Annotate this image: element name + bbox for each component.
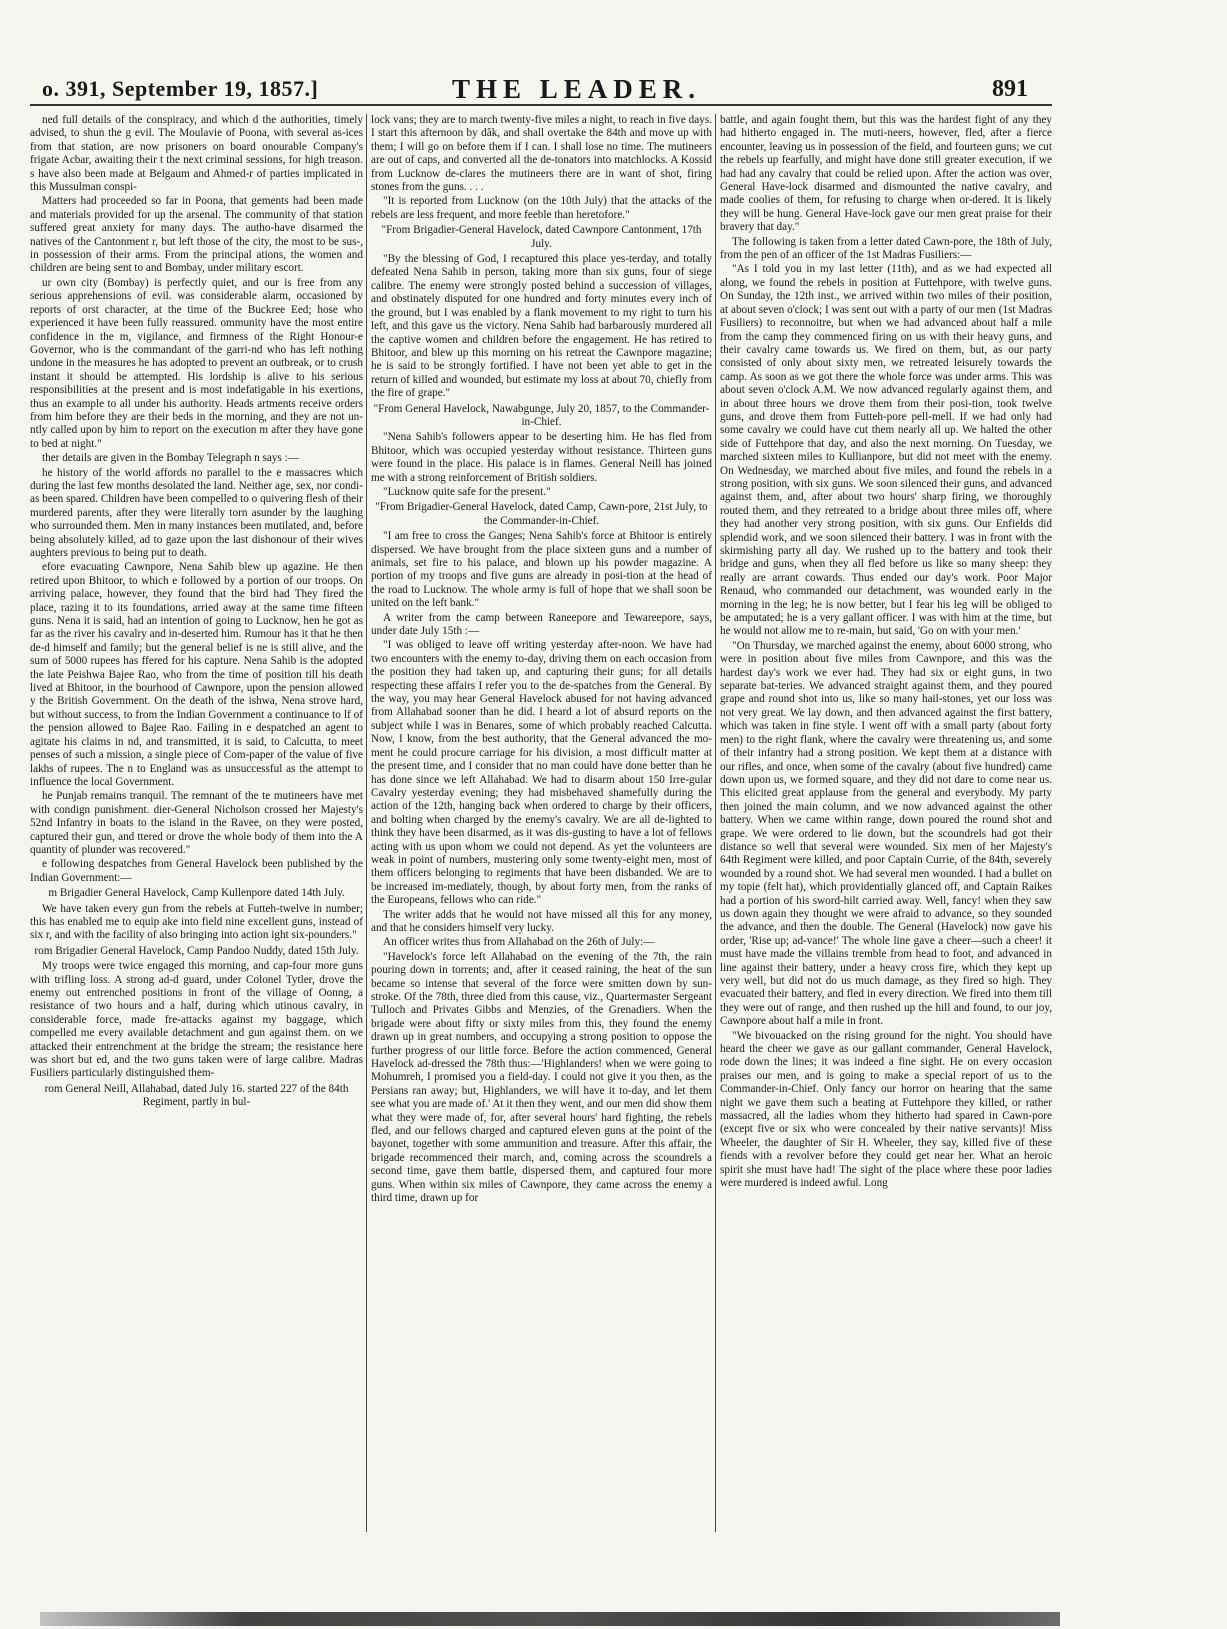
- paragraph: he Punjab remains tranquil. The remnant of the te mutineers have met with condign punishment. dier-General Nicholson crossed her Majesty's 52nd Infantry in boats to the island in the Ravee, on they were posted, captured their gun, and ttered or drove the whole body of them into the A quantity of plunder was recovered.": [30, 790, 363, 856]
- column-1: [30, 114, 363, 1534]
- paragraph: A writer from the camp between Raneepore and Tewareepore, says, under date July 15th :—: [371, 611, 712, 638]
- paragraph: e following despatches from General Havelock been published by the Indian Government:—: [30, 858, 363, 884]
- paragraph: "I was obliged to leave off writing yesterday after-noon. We have had two encounters with the enemy to-day, driving them on each occasion from the position they had taken up, and capturing their guns; for all details respecting these affairs I refer you to the de-spatches from the General. By the way, you may hear General Havelock abused for not having advanced from Allahabad sooner than he did. I heard a lot of absurd reports on the subject while I was in Benares, some of which probably reached Calcutta. Now, I know, from the best authority, that the General advanced the mo-ment he could procure carriage for his division, a most difficult matter at the present time, and I consider that no man could have done better than he has done since we left Allahabad. We had to disarm about 150 Irre-gular Cavalry yesterday evening; they had misbehaved shamefully during the action of the 12th, hanging back when ordered to charge by their officers, and bolting when charged by the enemy's cavalry. We are all de-lighted to think they have been disarmed, as it was dis-gusting to have a lot of fellows acting with us upon whom we could not depend. As yet the volunteers are weak in point of numbers, mustering only some twenty-eight men, most of them officers belonging to regiments that have been disbanded. We are to be increased im-mediately, though, by about forty men, from the ranks of the Europeans, fellows who can ride.": [371, 639, 712, 907]
- despatch-heading: "From General Havelock, Nawabgunge, July 20, 1857, to the Commander-in-Chief.: [373, 402, 710, 428]
- despatch-heading: rom General Neill, Allahabad, dated July 16. started 227 of the 84th Regiment, partly in bul-: [44, 1082, 349, 1109]
- despatch-heading: "From Brigadier-General Havelock, dated Cawnpore Cantonment, 17th July.: [381, 224, 702, 250]
- paragraph: ur own city (Bombay) is perfectly quiet, and our is free from any serious apprehensions of evil. was considerable alarm, occasioned by reports of orst character, at the time of the Buckree Eed; hose who experienced it have been fully reassured. ommunity have the most entire confidence in the m, vigilance, and firmness of the Right Honour-e Governor, who is the commandant of the garri-nd who has left nothing undone in the measures he has adopted to prevent an outbreak, or to crush instant it should be attempted. His lordship is alive to his serious responsibilities at the present and is most indefatigable in his exertions, thus an example to all under his authority. Heads artments receive orders from him before they are their beds in the morning, and they are not un-ntly called upon by him to report on the execution m after they have gone to bed at night.": [30, 276, 363, 450]
- despatch-heading: rom Brigadier General Havelock, Camp Pandoo Nuddy, dated 15th July.: [34, 944, 359, 957]
- paragraph: efore evacuating Cawnpore, Nena Sahib blew up agazine. He then retired upon Bhitoor, to which e followed by a portion of our troops. On arriving palace, however, they found that the bird had They fired the place, razing it to its foundations, arried away at the same time fifteen guns. Nena it is said, had an intention of going to Lucknow, hen he got as far as the river his cavalry and in-deserted him. Rumour has it that he then de-d himself and family; but the general belief is ne is still alive, and the sum of 5000 rupees has ffered for his capture. Nena Sahib is the adopted the late Peishwa Bajee Rao, who from the time of position till his death lived at Bhitoor, in the bourhood of Cawnpore, upon the pension allowed y the British Government. On the death of the ishwa, Nena strove hard, but without success, to from the Indian Government a continuance to lf of the pension allowed to Bajee Rao. Failing in e despatched an agent to agitate his claims in nd, and transmitted, it is said, to Calcutta, to meet penses of such a mission, a single piece of Com-paper of the value of five lakhs of rupees. The n to England was as unsuccessful as the attempt to influence the local Government.: [30, 561, 363, 788]
- column-divider: [715, 114, 716, 1532]
- paragraph: ned full details of the conspiracy, and which d the authorities, timely advised, to shun the g evil. The Moulavie of Poona, with several as-ices from that station, are now prisoners on board onourable Company's frigate Acbar, awaiting their t the next criminal sessions, for high treason. s have also been made at Belgaum and Ahmed-r of parties implicated in this Mussulman conspi-: [30, 114, 363, 194]
- despatch-heading: "From Brigadier-General Havelock, dated Camp, Cawn-pore, 21st July, to the Commander-in-Chief.: [375, 501, 708, 527]
- column-divider: [366, 114, 367, 1532]
- paragraph: Matters had proceeded so far in Poona, that gements had been made and materials provided for up the arsenal. The community of that station suffered great anxiety for many days. The autho-have disarmed the natives of the Cantonment r, but left those of the city, the most to be sus-, in possession of their arms. From the principal ations, the women and children are being sent to and Bombay, under military escort.: [30, 195, 363, 275]
- paragraph: lock vans; they are to march twenty-five miles a night, to reach in five days. I start this afternoon by dâk, and shall overtake the 84th and move up with them; I will go on before them if I can. I shall lose no time. The mutineers are out of caps, and converted all the de-tonators into matchlocks. A Kossid from Lucknow de-clares the mutineers there are in want of shot, firing stones from the guns. . . .: [371, 114, 712, 194]
- paragraph: ther details are given in the Bombay Telegraph n says :—: [42, 452, 299, 465]
- paragraph: "We bivouacked on the rising ground for the night. You should have heard the cheer we gave as our gallant commander, General Havelock, rode down the lines; it was indeed a fine sight. He on every occasion praises our men, and is going to make a special report of us to the Commander-in-Chief. Only fancy our horror on hearing that the same night we gave them such a beating at Futtehpore they killed, or rather massacred, all the ladies whom they hitherto had spared in Cawn-pore (except five or six who were concealed by their native servants)! Miss Wheeler, the daughter of Sir H. Wheeler, they say, killed five of these fiends with a revolver before they could get near her. What an heroic spirit she must have had! The sight of the place where these poor ladies were murdered is indeed awful. Long: [720, 1029, 1052, 1190]
- paragraph: he history of the world affords no parallel to the e massacres which during the last few months desolated the land. Neither age, sex, nor condi-as been spared. Children have been compelled to o quivering flesh of their murdered parents, after they were literally torn asunder by the laughing who surrounded them. Men in many instances been mutilated, and, before being absolutely killed, ad to gaze upon the last dishonour of their wives aughters previous to being put to death.: [30, 466, 363, 559]
- masthead: [42, 76, 1042, 106]
- header-rule: [30, 104, 1052, 106]
- paragraph: We have taken every gun from the rebels at Futteh-twelve in number; this has enabled me to equip ake into field nine excellent guns, instead of six r, and with the facility of also bringing into action ight six-pounders.": [30, 902, 363, 942]
- paragraph: The writer adds that he would not have missed all this for any money, and that he considers himself very lucky.: [371, 908, 712, 934]
- page-number: 891: [992, 76, 1028, 102]
- paragraph: "By the blessing of God, I recaptured this place yes-terday, and totally defeated Nena Sahib in person, taking more than six guns, four of siege calibre. The enemy were strongly posted behind a succession of villages, and obstinately disputed for one hundred and forty minutes every inch of the ground, but I was enabled by a flank movement to my right to turn his left, and this gave us the victory. Nena Sahib had barbarously murdered all the captive women and children before the engagement. He has retired to Bhitoor, and blew up this morning on his retreat the Cawnpore magazine; he is said to be strongly fortified. I have not been yet able to get in the return of killed and wounded, but estimate my loss at about 70, chiefly from the fire of grape.": [371, 253, 712, 400]
- paragraph: "On Thursday, we marched against the enemy, about 6000 strong, who were in position about five miles from Cawnpore, and this was the hardest day's work we ever had. They had six or eight guns, in two separate bat-teries. We advanced straight against them, and they poured grape and round shot into us, like so many hail-stones, yet our loss was not very great. We lay down, and then advanced against the first battery, which was taken in fine style. I went off with a small party (about forty men) to the right flank, where the cavalry were threatening us, and some of their infantry had a strong position. We kept them at a distance with our rifles, and once, when some of the cavalry (about five hundred) came down upon us, we formed square, and they did not dare to come near us. This elicited great applause from the general and everybody. My party then joined the main column, and we now advanced against the other battery. When we came within range, down poured the round shot and grape. We were ordered to lie down, but the scoundrels had got their distance so well that several were wounded. Six men of her Majesty's 64th Regiment were killed, and poor Captain Currie, of the 84th, severely wounded by a round shot. We had several men wounded. I had a bullet on my topie (felt hat), which providentially glanced off, and Captain Raikes had a portion of his sword-hilt carried away. Well, fancy! when they saw us down again they thought we were afraid to advance, so they sounded the advance, and then the double. The General (Havelock) now gave his order, 'Rise up; ad-vance!' The whole line gave a cheer—such a cheer! it must have made the villains tremble from head to foot, and advanced in line against their battery, under a heavy cross fire, which they kept up very well, but did not do us much damage, as they fired so high. They evacuated their battery, and fled in every direction. We fired into them till they were out of range, and then rushed up the hill and found, to our joy, Cawnpore about half a mile in front.: [720, 639, 1052, 1028]
- paragraph: "It is reported from Lucknow (on the 10th July) that the attacks of the rebels are less frequent, and more feeble than heretofore.": [371, 195, 712, 221]
- newspaper-title: THE LEADER.: [452, 74, 702, 104]
- column-3: [720, 114, 1052, 1534]
- paragraph: "Lucknow quite safe for the present.": [383, 485, 551, 498]
- despatch-heading: m Brigadier General Havelock, Camp Kullenpore dated 14th July.: [48, 887, 345, 900]
- paragraph: An officer writes thus from Allahabad on the 26th of July:—: [383, 936, 655, 949]
- paragraph: "As I told you in my last letter (11th), and as we had expected all along, we found the rebels in position at Futtehpore, with twelve guns. On Sunday, the 12th inst., we arrived within two miles of their position, at about seven o'clock; I was sent out with a party of our men (1st Madras Fusiliers) to reconnoitre, but when we had advanced about half a mile from the camp they commenced firing on us with their heavy guns, and their cavalry came towards us. We fired on them, but, as our party consisted of only about sixty men, we retreated leisurely towards the camp. As soon as we got there the whole force was under arms. This was about seven o'clock A.M. We now advanced regularly against them, and in about three hours we drove them from their posi-tion, took twelve guns, and drove them from Futteh-pore pell-mell. If we had only had some cavalry we could have cut them nearly all up. We halted the other side of Futtehpore that day, and also the next morning. On Tuesday, we marched sixteen miles to Kullianpore, but did not meet with the enemy. On Wednesday, we marched about five miles, and found the rebels in a strong position, with six guns. We soon silenced their guns, and advanced against them, and, after about two hours' sharp firing, we thoroughly routed them, and they retreated to a bridge about three miles off, where they had another very strong position, with six guns. Our Enfields did splendid work, and we soon silenced their battery. I was in front with the skirmishing party all day. We rushed up to the battery and took their bridge and guns, when they all fled before us like so many sheep: they really are arrant cowards. Thus ended our day's work. Poor Major Renaud, who commanded our detachment, was wounded early in the morning in the leg; he is now better, but I fear his leg will be obliged to be amputated; he is a very gallant officer. I was with him at the time, but he would not allow me to re-main, but said, 'Go on with your men.': [720, 263, 1052, 638]
- paragraph: "Havelock's force left Allahabad on the evening of the 7th, the rain pouring down in torrents; and, after it ceased raining, the heat of the sun became so intense that several of the force were smitten down by sun-stroke. Of the 78th, three died from this cause, viz., Quartermaster Sergeant Tulloch and Privates Gibbs and Menzies, of the Grenadiers. When the brigade were about fifty or sixty miles from this, they found the enemy drawn up in great numbers, and occupying a strong position to oppose the further progress of our little force. Before the action commenced, General Havelock ad-dressed the 78th thus:—'Highlanders! when we were going to Mohumreh, I promised you a field-day. I could not give it you then, as the Persians ran away; but, Highlanders, we will have it to-day, and let them see what you are made of.' At it then they went, and our men did show them what they were made of, for, after several hours' hard fighting, the rebels fled, and our fellows charged and captured eleven guns at the point of the bayonet, together with some ammunition and treasure. After this affair, the brigade recommenced their march, and, coming across the scoundrels a second time, gave them battle, dispersed them, and captured four more guns. When within six miles of Cawnpore, they came across the enemy a third time, drawn up for: [371, 950, 712, 1205]
- paragraph: My troops were twice engaged this morning, and cap-four more guns with trifling loss. A strong ad-d guard, under Colonel Tytler, drove the enemy out entrenched positions in front of the village of Oonng, a resistance of two hours and a half, during which utinous cavalry, in considerable force, made fre-attacks against my baggage, which compelled me every available detachment and gun against them. on we attacked their entrenchment at the bridge the stream; the resistance here was short but ed, and the two guns taken were of large calibre. Madras Fusiliers particularly distinguished them-: [30, 960, 363, 1080]
- page-edge-shadow: [40, 1612, 1060, 1626]
- paragraph: "Nena Sahib's followers appear to be deserting him. He has fled from Bhitoor, which was occupied yesterday without resistance. Thirteen guns were found in the place. His palace is in flames. General Neill has joined me with a strong reinforcement of British soldiers.: [371, 431, 712, 484]
- paragraph: battle, and again fought them, but this was the hardest fight of any they had hitherto engaged in. The muti-neers, however, fled, after a fierce encounter, leaving us in possession of the field, and fourteen guns; we cut the rebels up fearfully, and might have done still greater execution, if we had had any cavalry that could be relied upon. After the action was over, General Have-lock disarmed and dismounted the native cavalry, and made coolies of them, for refusing to charge when or-dered. It is likely they will be hung. General Have-lock gave our men great praise for their bravery that day.": [720, 114, 1052, 234]
- paragraph: The following is taken from a letter dated Cawn-pore, the 18th of July, from the pen of an officer of the 1st Madras Fusiliers:—: [720, 235, 1052, 262]
- column-2: [371, 114, 712, 1534]
- paragraph: "I am free to cross the Ganges; Nena Sahib's force at Bhitoor is entirely dispersed. We have brought from the place sixteen guns and a number of animals, set fire to his palace, and blown up his powder magazine. A portion of my troops and five guns are already in posi-tion at the head of the road to Lucknow. The whole army is full of hope that we shall soon be united on the left bank.": [371, 530, 712, 610]
- issue-date: o. 391, September 19, 1857.]: [42, 76, 319, 101]
